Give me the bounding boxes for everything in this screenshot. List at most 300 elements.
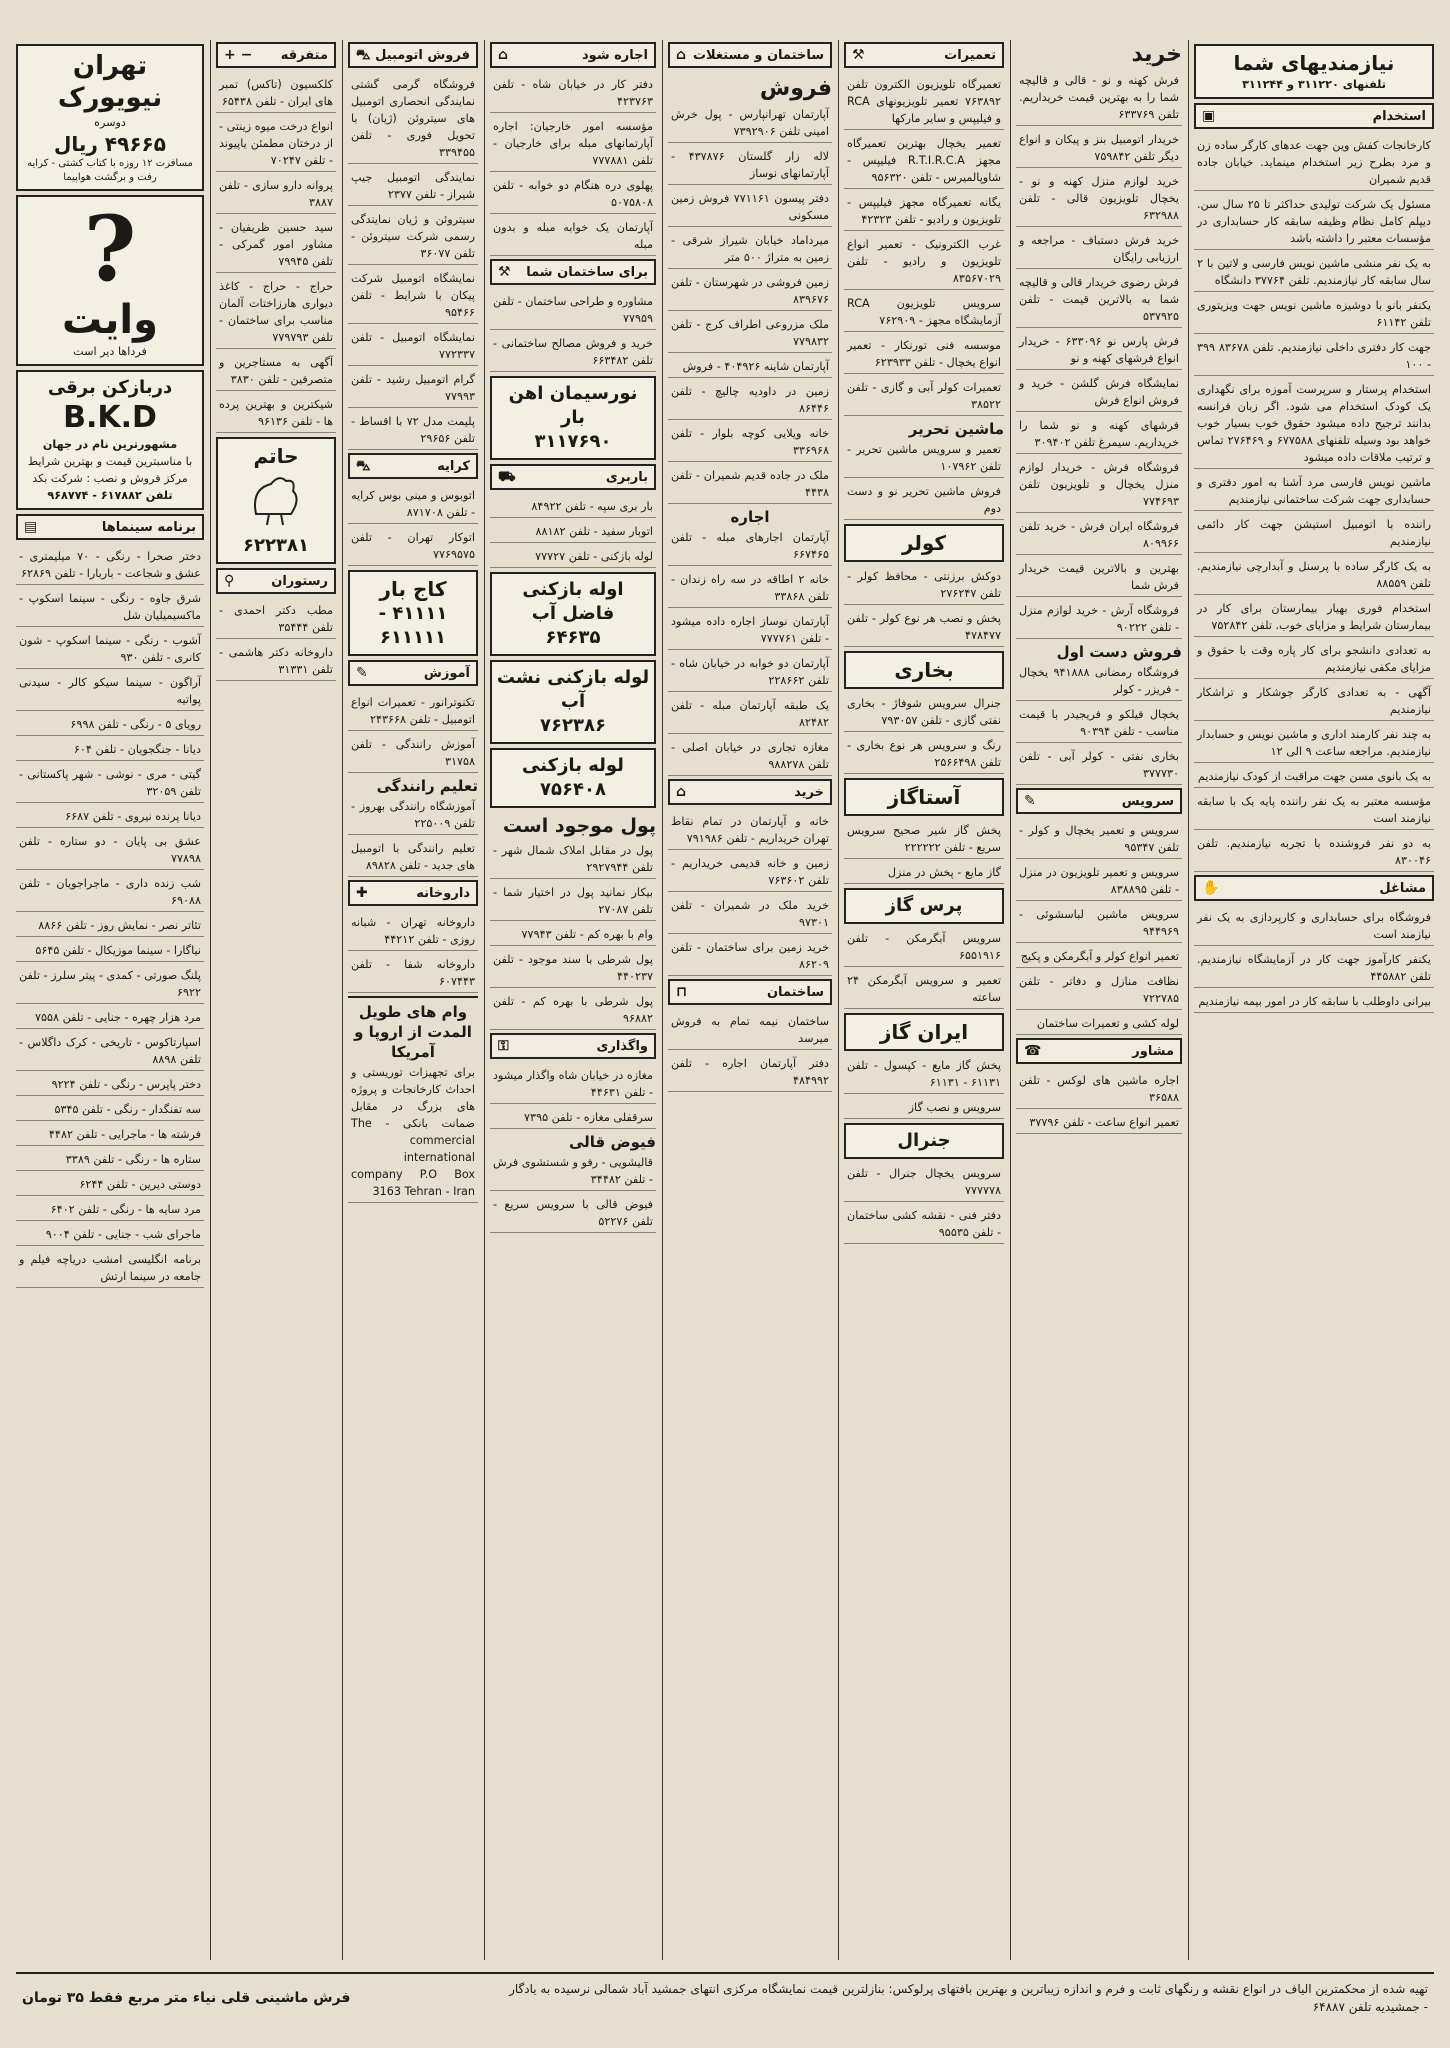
- classified-ad: یکنفر بانو با دوشیزه ماشین نویس جهت ویزیتوری تلفن ۶۱۱۴۲: [1194, 295, 1434, 334]
- classified-ad: نیاگارا - سینما موزیکال - تلفن ۵۶۴۵: [16, 940, 204, 962]
- ads-rental: [490, 74, 656, 256]
- classified-ad: حراج - حراج - کاغذ دیواری هارزاختات آلمان مناسب برای ساختمان - تلفن ۷۷۹۷۹۳: [216, 276, 336, 349]
- ads-general: [844, 1163, 1004, 1202]
- classified-ad: به یک کارگر ساده با پرسنل و آبدارچی نیازمندیم. تلفن ۸۸۵۵۹: [1194, 556, 1434, 595]
- classified-ad: یکنفر کارآموز جهت کار در آزمایشگاه نیازمندیم. تلفن ۴۴۵۸۸۲: [1194, 949, 1434, 988]
- classified-ad: به دو نفر فروشنده با تجربه نیازمندیم. تلفن ۸۳۰۰۴۶: [1194, 833, 1434, 872]
- classified-ad: گاز مایع - پخش در منزل: [844, 862, 1004, 884]
- ads-for-building: [490, 291, 656, 372]
- classified-ad: فروشگاه برای حسابداری و کارپردازی به یک نفر نیازمند است: [1194, 907, 1434, 946]
- classified-ad: ستاره ها - رنگی - تلفن ۳۳۸۹: [16, 1149, 204, 1171]
- section-header-hire: [348, 453, 478, 479]
- section-header-service: [1016, 788, 1182, 814]
- classified-ad: فرشته ها - ماجرایی - تلفن ۴۴۸۲: [16, 1124, 204, 1146]
- classified-ad: تعمیرگاه تلویزیون الکترون تلفن ۷۶۳۸۹۲ تعمیر تلویزیونهای RCA و فیلیپس و سایر مارکها: [844, 74, 1004, 130]
- classified-ad: میرداماد خیابان شیراز شرقی - زمین به متراژ ۵۰۰ متر: [668, 230, 832, 269]
- ads-jobs: [1194, 907, 1434, 1013]
- classified-ad: پخش گاز شیر صحیح سرویس سریع - تلفن ۲۲۲۲۲۲: [844, 820, 1004, 859]
- classified-ad: دفتر پیسون ۷۷۱۱۶۱ فروش زمین مسکونی: [668, 188, 832, 227]
- section-title: آموزش: [423, 665, 470, 681]
- classified-ad: فروشگاه رمضانی ۹۴۱۸۸۸ یخچال - فریزر - کولر: [1016, 662, 1182, 701]
- ad-title: نورسیمان اهن بار: [508, 383, 638, 428]
- ads-irangaz: [844, 1055, 1004, 1119]
- classified-ad: پروانه دارو سازی - تلفن ۳۸۸۷: [216, 175, 336, 214]
- ad-phone: ۷۶۲۳۸۶: [540, 715, 606, 736]
- classified-ad: تعمیر انواع کولر و آبگرمکن و پکیج: [1016, 946, 1182, 968]
- classified-ad: بیکار نمانید پول در اختیار شما - تلفن ۲۷۰۸۷: [490, 882, 656, 921]
- classified-ad: دیانا پرنده نیروی - تلفن ۶۶۸۷: [16, 806, 204, 828]
- classified-ad: ماشین نویس فارسی مرد آشنا به امور دفتری و حسابداری جهت شرکت ساختمانی نیازمندیم: [1194, 472, 1434, 511]
- classified-ad: یگانه تعمیرگاه مجهز فیلیپس - تلویزیون و رادیو - تلفن ۴۲۳۲۳: [844, 192, 1004, 231]
- classified-ad: مغازه تجاری در خیابان اصلی - تلفن ۹۸۸۲۷۸: [668, 737, 832, 776]
- ads-carpet: [490, 1152, 656, 1233]
- classified-ad: سرویس آبگرمکن - تلفن ۶۵۵۱۹۱۶: [844, 928, 1004, 967]
- ads-employment: [1194, 135, 1434, 872]
- column-8: [16, 40, 204, 1960]
- section-header-cinema: [16, 514, 204, 540]
- classified-ad: خانه و آپارتمان در تمام نقاط تهران خریداریم - تلفن ۷۹۱۹۸۶: [668, 811, 832, 850]
- column-rule: [1010, 40, 1011, 1960]
- classified-ad: سه تفنگدار - رنگی - تلفن ۵۳۴۵: [16, 1099, 204, 1121]
- ad-price: ۴۹۶۶۵ ریال: [54, 132, 166, 156]
- section-title: کرایه: [437, 458, 470, 474]
- classified-ad: بیرانی داوطلب با سابقه کار در امور بیمه نیازمندیم: [1194, 991, 1434, 1013]
- classified-ad: کارخانجات کفش وین جهت عدهای کارگر ساده زن و مرد بطرح زیر استخدام مینماید. خیابان جاده قدیم شمیران: [1194, 135, 1434, 191]
- classified-ad: به یک نفر منشی ماشین نویس فارسی و لاتین با ۲ سال سابقه کار نیازمندیم. تلفن ۳۷۷۶۴ دانشگاه: [1194, 253, 1434, 292]
- section-title: باربری: [605, 469, 648, 485]
- section-title: واگذاری: [596, 1038, 648, 1054]
- handshake-icon: ✋: [1202, 879, 1220, 896]
- ad-phone: ۶۲۲۳۸۱: [243, 535, 309, 556]
- section-header-employment: [1194, 103, 1434, 129]
- ads-repairs: [844, 74, 1004, 416]
- ad-astagaz: [844, 778, 1004, 816]
- ad-line: با مناسبترین قیمت و بهترین شرایط: [27, 455, 193, 468]
- section-title: تعمیرات: [944, 47, 996, 63]
- ads-cooler: [844, 566, 1004, 647]
- section-title-buy: خرید: [1131, 42, 1182, 67]
- classified-ad: اتوبوس و مینی بوس کرایه - تلفن ۸۷۱۷۰۸: [348, 485, 478, 524]
- classified-ad: ملک در جاده قدیم شمیران - تلفن ۴۴۳۸: [668, 465, 832, 504]
- section-header-restaurant: [216, 568, 336, 594]
- ad-presgaz: [844, 888, 1004, 924]
- film-icon: ▤: [24, 518, 38, 535]
- classified-ad: تکنوترانور - تعمیرات انواع اتومبیل - تلفن ۲۴۳۶۶۸: [348, 692, 478, 731]
- section-title: برنامه سینماها: [101, 519, 196, 535]
- section-header-consult: [1016, 1038, 1182, 1064]
- section-header-building: [668, 979, 832, 1005]
- classified-ad: سرویس یخچال جنرال - تلفن ۷۷۷۷۷۸: [844, 1163, 1004, 1202]
- classified-ad: نمایشگاه فرش گلشن - خرید و فروش انواع فرش: [1016, 373, 1182, 412]
- classified-ad: دفتر آپارتمان اجاره - تلفن ۴۸۴۹۹۲: [668, 1053, 832, 1092]
- ad-phone: ۳۱۱۷۶۹۰: [534, 431, 612, 452]
- classified-ad: سرویس و تعمیر یخچال و کولر - تلفن ۹۵۳۴۷: [1016, 820, 1182, 859]
- classified-ad: مغازه در خیابان شاه واگذار میشود - تلفن ۴۴۶۳۱: [490, 1065, 656, 1104]
- ad-title: اوله بازکنی فاضل آب: [522, 579, 624, 624]
- ad-title: ایران گاز: [879, 1020, 969, 1044]
- section-title: اجاره شود: [582, 47, 648, 63]
- ad-vayt: [16, 195, 204, 366]
- classified-ad: دختر صحرا - رنگی - ۷۰ میلیمتری - عشق و شجاعت - باربارا - تلفن ۶۲۸۶۹: [16, 546, 204, 585]
- classified-ad: سرویس ماشین لباسشوئی - ۹۴۴۹۶۹: [1016, 904, 1182, 943]
- truck-icon: ⛟: [498, 468, 516, 485]
- ad-kajbar: [348, 570, 478, 656]
- classified-ad: خانه ویلایی کوچه بلوار - تلفن ۳۳۶۹۶۸: [668, 423, 832, 462]
- classified-ad: برنامه انگلیسی امشب دریاچه فیلم و جامعه در سینما ارتش: [16, 1249, 204, 1288]
- section-header-freight: [490, 464, 656, 490]
- ad-irangaz: [844, 1013, 1004, 1051]
- classified-ad: عشق بی پایان - دو ستاره - تلفن ۷۷۸۹۸: [16, 831, 204, 870]
- classified-ad: آپارتمان اجارهای مبله - تلفن ۶۶۷۴۶۵: [668, 527, 832, 566]
- classified-ad: فروشگاه آرش - خرید لوازم منزل - تلفن ۹۰۲۲۲: [1016, 600, 1182, 639]
- classified-ad: سید حسین ظریفیان - مشاور امور گمرکی - تلفن ۷۹۹۴۵: [216, 217, 336, 273]
- footer-ad-headline: فرش ماشینی قلی نیاء متر مربع فقط ۳۵ تومان: [22, 1990, 351, 2006]
- classified-ad: اجاره ماشین های لوکس - تلفن ۳۶۵۸۸: [1016, 1070, 1182, 1109]
- classified-ad: انواع درخت میوه زینتی - از درختان مطمئن یاپیوند - تلفن ۷۰۲۴۷: [216, 116, 336, 172]
- classified-ad: نمایشگاه اتومبیل شرکت پیکان با شرایط - تلفن ۹۵۴۶۶: [348, 268, 478, 324]
- classified-ad: سرویس تلویزیون RCA آزمایشگاه مجهز - ۷۶۲۹۰۹: [844, 293, 1004, 332]
- section-title: خرید: [794, 784, 824, 800]
- plus-minus-icon: + −: [224, 46, 253, 63]
- classified-ad: شب زنده داری - ماجراجویان - تلفن ۶۹۰۸۸: [16, 873, 204, 912]
- classified-ad: یک طبقه آپارتمان مبله - تلفن ۸۲۴۸۲: [668, 695, 832, 734]
- tools-icon: ⚒: [852, 46, 865, 63]
- section-title: رستوران: [271, 573, 328, 589]
- ads-misc: [216, 74, 336, 433]
- ad-title: کاج بار: [379, 577, 447, 601]
- ads-building: [668, 1011, 832, 1092]
- section-title: مشاغل: [1379, 880, 1426, 896]
- ad-box-2: [490, 572, 656, 656]
- classifieds-masthead: [1194, 44, 1434, 99]
- ads-heater: [844, 693, 1004, 774]
- classified-ad: موسسه فنی تورنکار - تعمیر انواع یخچال - تلفن ۶۲۳۹۳۳: [844, 335, 1004, 374]
- classified-ad: زمین و خانه قدیمی خریداریم - تلفن ۷۶۳۶۰۲: [668, 853, 832, 892]
- section-title-first-hand: فروش دست اول: [1056, 643, 1182, 661]
- classified-ad: آپارتمان نوساز اجاره داده میشود - تلفن ۷۷۷۷۶۱: [668, 611, 832, 650]
- classified-ad: سرویس و نصب گاز: [844, 1097, 1004, 1119]
- ads-hire: [348, 485, 478, 566]
- classified-ad: داروخانه تهران - شبانه روزی - تلفن ۴۴۲۱۲: [348, 912, 478, 951]
- section-header-car-sale: [348, 42, 478, 68]
- classified-ad: خرید و فروش مصالح ساختمانی - تلفن ۶۶۳۴۸۲: [490, 333, 656, 372]
- classified-ad: فرش کهنه و نو - قالی و قالیچه شما را به بهترین قیمت خریداریم. تلفن ۶۳۳۷۶۹: [1016, 70, 1182, 126]
- classified-ad: جنرال سرویس شوفاژ - بخاری نفتی گازی - تلفن ۷۹۳۰۵۷: [844, 693, 1004, 732]
- masthead-title: نیازمندیهای شما: [1233, 51, 1395, 75]
- ads-service: [1016, 820, 1182, 1035]
- classified-ad: استخدام پرستار و سرپرست آموزه برای نگهداری یک کودک استخدام می شود. اگر زبان فرانسه بدانند ترجیح داده میشود حقوق خوب بسیار خوب خواهد بود وسیله تلفنهای ۶۷۷۵۸۸ و ۲۷۶۴۶۹ تماس و ترتیب ملاقات داده میشود: [1194, 379, 1434, 469]
- ads-driving: [348, 796, 478, 877]
- ad-city-1: تهران: [72, 51, 148, 81]
- classified-ad: رویای ۵ - رنگی - تلفن ۶۹۹۸: [16, 714, 204, 736]
- classified-ad: تعلیم رانندگی با اتومبیل های جدید - تلفن ۸۹۸۲۸: [348, 838, 478, 877]
- classified-ad: مرد سایه ها - رنگی - تلفن ۶۴۰۲: [16, 1199, 204, 1221]
- column-2: [1016, 40, 1182, 1960]
- classified-ad: آپارتمان یک خوابه مبله و بدون مبله: [490, 217, 656, 256]
- classified-ad: آگهی - به تعدادی کارگر جوشکار و تراشکار نیازمندیم: [1194, 682, 1434, 721]
- classified-ad: یخچال فیلکو و فریجیدر با قیمت مناسب - تلفن ۹۰۳۹۴: [1016, 704, 1182, 743]
- classified-ad: فروشگاه فرش - خریدار لوازم منزل یخچال و تلویزیون تلفن ۷۷۴۶۹۳: [1016, 457, 1182, 513]
- ads-restaurant: [216, 600, 336, 681]
- column-1: [1194, 40, 1434, 1960]
- ad-general: [844, 1123, 1004, 1159]
- ads-consult: [1016, 1070, 1182, 1134]
- ads-typewriter: [844, 439, 1004, 520]
- newspaper-page: [16, 40, 1434, 2015]
- classified-ad: پخش و نصب هر نوع کولر - تلفن ۴۷۸۴۷۷: [844, 608, 1004, 647]
- classified-ad: آموزش رانندگی - تلفن ۳۱۷۵۸: [348, 734, 478, 773]
- classified-ad: پول شرطی با بهره کم - تلفن ۹۶۸۸۲: [490, 991, 656, 1030]
- section-title-carpet: فیوض قالی: [568, 1133, 656, 1151]
- column-6: [348, 40, 478, 1960]
- section-header-rental: [490, 42, 656, 68]
- classified-ad: فرش رضوی خریدار قالی و قالیچه شما به بالاترین قیمت - تلفن ۵۳۷۹۲۵: [1016, 272, 1182, 328]
- ad-brand: B.K.D: [63, 400, 157, 435]
- classified-ad: فرشهای کهنه و نو شما را خریداریم. سیمرغ تلفن ۳۰۹۴۰۲: [1016, 415, 1182, 454]
- classified-ad: فرش پارس نو ۶۳۳۰۹۶ - خریدار انواع فرشهای کهنه و نو: [1016, 331, 1182, 370]
- classified-ad: پهلوی دره هنگام دو خوابه - تلفن ۵۰۷۵۸۰۸: [490, 175, 656, 214]
- classified-ad: گرام اتومبیل رشید - تلفن ۷۷۹۹۳: [348, 369, 478, 408]
- ads-car-sale: [348, 74, 478, 450]
- column-rule: [484, 40, 485, 1960]
- column-4: [668, 40, 832, 1960]
- book-icon: ✎: [356, 664, 368, 681]
- classified-ad: دفتر فنی - نقشه کشی ساختمان - تلفن ۹۵۵۳۵: [844, 1205, 1004, 1244]
- column-rule: [1188, 40, 1189, 1960]
- classified-ad: خرید زمین برای ساختمان - تلفن ۸۶۲۰۹: [668, 937, 832, 976]
- column-rule: [662, 40, 663, 1960]
- classified-ad: داروخانه شفا - تلفن ۶۰۷۴۴۳: [348, 954, 478, 993]
- ads-money: [490, 840, 656, 1030]
- ad-title: دربازکن برقی: [47, 377, 173, 398]
- classified-ad: پلنگ صورتی - کمدی - پیتر سلرز - تلفن ۶۹۲۲: [16, 965, 204, 1004]
- classified-ad: مسئول یک شرکت تولیدی حداکثر تا ۲۵ سال سن. دیپلم کامل نظام وظیفه سابقه کار حسابداری در مؤسسات معتبر را داشته باشد: [1194, 194, 1434, 250]
- ad-title: کولر: [901, 531, 947, 555]
- section-header-for-building: [490, 259, 656, 285]
- classified-ad: مؤسسه معتبر به یک نفر راننده پایه یک با سابقه نیازمند است: [1194, 791, 1434, 830]
- classified-ad: لوله کشی و تعمیرات ساختمان: [1016, 1013, 1182, 1035]
- ads-freight: [490, 496, 656, 568]
- footer-ad: [16, 1972, 1434, 2022]
- classified-ad: تعمیر و سرویس آبگرمکن ۲۴ ساعته: [844, 970, 1004, 1009]
- ads-transfer: [490, 1065, 656, 1129]
- classified-ad: گیتی - مری - نوشی - شهر پاکستانی - تلفن ۳۲۰۵۹: [16, 764, 204, 803]
- ads-education: [348, 692, 478, 773]
- classified-ad: خرید لوازم منزل کهنه و نو - یخچال تلویزیون قالی - تلفن ۶۳۲۹۸۸: [1016, 171, 1182, 227]
- footer-ad-details: تهیه شده از محکمترین الیاف در انواع نقشه و رنگهای ثابت و فرم و اندازه زیباترین و بهترین بافتهای پرلوکس: بنازلترین قیمت نمایشگاه مرکزی انتهای جمشید آباد شمالی نرسیده به یادگار - جمشیدیه تلفن ۶۴۸۸۷: [509, 1982, 1428, 2014]
- classified-ad: رنگ و سرویس هر نوع بخاری - تلفن ۲۵۶۶۴۹۸: [844, 735, 1004, 774]
- ad-title: جنرال: [897, 1130, 951, 1151]
- classified-ad: مرد هزار چهره - جنایی - تلفن ۷۵۵۸: [16, 1007, 204, 1029]
- classified-ad: آپارتمان دو خوابه در خیابان شاه - تلفن ۲۲۸۶۶۲: [668, 653, 832, 692]
- ad-phone: ۴۱۱۱۱ - ۶۱۱۱۱۱: [378, 603, 448, 648]
- classified-ad: ساختمان نیمه تمام به فروش میرسد: [668, 1011, 832, 1050]
- column-rule: [342, 40, 343, 1960]
- section-header-pharmacy: [348, 880, 478, 906]
- cinema-listings: [16, 546, 204, 1288]
- ad-heater: [844, 651, 1004, 689]
- classified-ad: استخدام فوری بهیار بیمارستان برای کار در بیمارستان شرایط و مزایای خوب. تلفن ۷۵۲۸۴۲: [1194, 598, 1434, 637]
- section-header-realestate: [668, 42, 832, 68]
- classified-ad: نمایندگی اتومبیل جیپ شیراز - تلفن ۲۳۷۷: [348, 167, 478, 206]
- section-header-repairs: [844, 42, 1004, 68]
- classified-ad: آراگون - سینما سیکو کالر - سیدنی پواتیه: [16, 672, 204, 711]
- classified-ad: بار بری سپه - تلفن ۸۴۹۲۲: [490, 496, 656, 518]
- ad-bkd: [16, 370, 204, 510]
- ads-rent: [668, 527, 832, 776]
- classified-ad: آشوب - رنگی - سینما اسکوپ - شون کانری - تلفن ۹۳۰: [16, 630, 204, 669]
- ad-title: لوله بازکنی نشت آب: [496, 667, 650, 712]
- classified-ad: برای تجهیزات توریستی و احداث کارخانجات و پروژه های بزرگ در مقابل ضمانت بانکی - The commercial international company P.O Box 3163 Tehran - Iran: [348, 1062, 478, 1203]
- section-header-purchase: [668, 779, 832, 805]
- section-title-sale: فروش: [759, 76, 832, 101]
- section-header-misc: [216, 42, 336, 68]
- ad-subtitle: فرداها دیر است: [73, 345, 147, 358]
- ad-panam: [16, 44, 204, 191]
- classified-ad: تعمیر یخچال بهترین تعمیرگاه مجهز R.T.I.R.C.A فیلیپس - شاوپالمیرس - تلفن ۹۵۶۳۲۰: [844, 133, 1004, 189]
- ad-hatam: [216, 437, 336, 564]
- section-header-transfer: [490, 1033, 656, 1059]
- classified-ad: خانه ۲ اطاقه در سه راه زندان - تلفن ۳۳۸۶۸: [668, 569, 832, 608]
- classified-ad: پول در مقابل املاک شمال شهر - تلفن ۲۹۲۷۹۴۴: [490, 840, 656, 879]
- classified-ad: به چند نفر کارمند اداری و ماشین نویس و حسابدار نیازمندیم. مراجعه ساعت ۹ الی ۱۲: [1194, 724, 1434, 763]
- classified-ad: زمین فروشی در شهرستان - تلفن ۸۳۹۶۷۶: [668, 272, 832, 311]
- classified-ad: دیانا - جنگجویان - تلفن ۶۰۴: [16, 739, 204, 761]
- classified-ad: جهت کار دفتری داخلی نیازمندیم. تلفن ۸۳۶۷۸ ۳۹۹ - ۱۰۰: [1194, 337, 1434, 376]
- section-header-education: [348, 660, 478, 686]
- ad-box-1: [490, 376, 656, 460]
- ads-sale: [668, 104, 832, 504]
- ad-note: مسافرت ۱۲ روزه با کتاب کشتی - کرایه رفت و برگشت هواپیما: [27, 158, 193, 183]
- classified-ad: آپارتمان تهرانپارس - پول خرش امینی تلفن ۷۳۹۲۹۰۶: [668, 104, 832, 143]
- building-icon: ⌂: [676, 46, 687, 63]
- classified-ad: ملک مزروعی اطراف کرج - تلفن ۷۷۹۸۳۲: [668, 314, 832, 353]
- classified-ad: بخاری نفتی - کولر آبی - تلفن ۳۷۷۷۳۰: [1016, 746, 1182, 785]
- classified-ad: غرب الکترونیک - تعمیر انواع تلویزیون و رادیو - تلفن ۸۳۵۶۷۰۲۹: [844, 234, 1004, 290]
- wrench-icon: ✎: [1024, 792, 1036, 809]
- classified-ad: داروخانه دکتر هاشمی - تلفن ۳۱۳۳۱: [216, 642, 336, 681]
- section-title: داروخانه: [416, 885, 470, 901]
- ads-misc: [844, 1205, 1004, 1244]
- classified-ad: زمین در داودیه چالیچ - تلفن ۸۶۴۴۶: [668, 381, 832, 420]
- ad-title: آستاگاز: [887, 785, 961, 809]
- section-header-jobs: [1194, 875, 1434, 901]
- ad-subtitle: دوسره: [94, 116, 126, 129]
- classified-ad: فروشگاه ایران فرش - خرید تلفن ۸۰۹۹۶۶: [1016, 516, 1182, 555]
- section-title-typewriter: ماشین تحریر: [908, 420, 1004, 438]
- phone-icon: ☎: [1024, 1042, 1042, 1059]
- column-rule: [210, 40, 211, 1960]
- classified-ad: دختر پاپرس - رنگی - تلفن ۹۲۲۴: [16, 1074, 204, 1096]
- classified-ad: فروش ماشین تحریر نو و دست دوم: [844, 481, 1004, 520]
- classified-ad: وام با بهره کم - تلفن ۷۷۹۴۳: [490, 924, 656, 946]
- classified-ad: تعمیر انواع ساعت - تلفن ۳۷۷۹۶: [1016, 1112, 1182, 1134]
- classified-ad: اتوبار سفید - تلفن ۸۸۱۸۲: [490, 521, 656, 543]
- column-rule: [838, 40, 839, 1960]
- section-title: برای ساختمان شما: [526, 264, 648, 280]
- ad-title: حاتم: [253, 444, 299, 468]
- ads-presgaz: [844, 928, 1004, 1009]
- ad-title: پرس گاز: [885, 895, 963, 916]
- classified-ad: به یک بانوی مسن جهت مراقبت از کودک نیازمندیم: [1194, 766, 1434, 788]
- classified-ad: تعمیرات کولر آبی و گازی - تلفن ۳۸۵۲۲: [844, 377, 1004, 416]
- classified-ad: لاله زار گلستان ۴۳۷۸۷۶ - آپارتمانهای نوساز: [668, 146, 832, 185]
- classified-ad: فیوض قالی با سرویس سریع - تلفن ۵۲۲۷۶: [490, 1194, 656, 1233]
- classified-ad: پلیمت مدل ۷۲ با اقساط - تلفن ۲۹۶۵۶: [348, 411, 478, 450]
- key-icon: ⚿: [498, 1037, 509, 1054]
- ad-box-3: [490, 660, 656, 744]
- classified-ad: آپارتمان شاینه ۴۰۴۹۲۶ - فروش: [668, 356, 832, 378]
- ad-line: مرکز فروش و نصب : شرکت بکد: [32, 472, 188, 485]
- classified-ad: راننده با اتومبیل استیشن جهت کار دائمی نیازمندیم: [1194, 514, 1434, 553]
- classified-ad: کلکسیون (تاکس) تمبر های ایران - تلفن ۶۵۴۳۸: [216, 74, 336, 113]
- classified-ad: آموزشگاه رانندگی بهروز - تلفن ۲۲۵۰۰۹: [348, 796, 478, 835]
- ad-phone: ۶۴۶۳۵: [545, 627, 601, 648]
- classified-ad: اتوکار تهران - تلفن ۷۷۶۹۵۷۵: [348, 527, 478, 566]
- classified-ad: ماجرای شب - جنایی - تلفن ۹۰۰۴: [16, 1224, 204, 1246]
- classified-ad: دفتر کار در خیابان شاه - تلفن ۴۲۳۷۶۳: [490, 74, 656, 113]
- classified-ad: تئاتر نصر - نمایش روز - تلفن ۸۸۶۶: [16, 915, 204, 937]
- section-title: استخدام: [1372, 108, 1426, 124]
- column-5: [490, 40, 656, 1960]
- ads-first-hand: [1016, 662, 1182, 785]
- ad-box-4: [490, 748, 656, 808]
- ad-title: بخاری: [894, 658, 954, 682]
- ad-city-2: نیویورک: [57, 83, 163, 113]
- hammer-icon: ⚒: [498, 263, 511, 280]
- classified-ad: لوله بازکنی - تلفن ۷۷۷۲۷: [490, 546, 656, 568]
- classified-ad: تعمیر و سرویس ماشین تحریر - تلفن ۱۰۷۹۶۲: [844, 439, 1004, 478]
- ad-phone: ۷۵۶۴۰۸: [540, 779, 606, 800]
- section-title: ساختمان: [766, 984, 824, 1000]
- ad-title: وایت: [62, 297, 158, 343]
- question-mark-icon: ?: [83, 196, 137, 302]
- ad-phone: تلفن ۶۱۷۸۸۲ - ۹۶۸۷۷۴: [47, 489, 173, 502]
- loans-title: وام های طویل المدت از اروپا و آمریکا: [348, 996, 478, 1062]
- classified-ad: خریدار اتومبیل بنز و پیکان و انواع دیگر تلفن ۷۵۹۸۴۲: [1016, 129, 1182, 168]
- section-title-money: پول موجود است: [502, 815, 656, 837]
- classified-ad: مشاوره و طراحی ساختمان - تلفن ۷۷۹۵۹: [490, 291, 656, 330]
- column-3: [844, 40, 1004, 1960]
- classified-ad: آگهی به مستاجرین و متصرفین - تلفن ۳۸۳۰: [216, 352, 336, 391]
- house-icon: ⌂: [498, 46, 509, 63]
- pill-icon: ✚: [356, 884, 368, 901]
- classified-ad: دوستی دیرین - تلفن ۶۲۴۴: [16, 1174, 204, 1196]
- classified-ad: خرید فرش دستباف - مراجعه و ارزیابی رایگان: [1016, 230, 1182, 269]
- rooster-icon: [241, 469, 311, 529]
- classified-ad: به تعدادی دانشجو برای کار پاره وقت با حقوق و مزایای مکفی نیازمندیم: [1194, 640, 1434, 679]
- ad-line: مشهورترین نام در جهان: [42, 438, 178, 451]
- ad-title: لوله بازکنی: [522, 755, 624, 776]
- section-title: مشاور: [1132, 1043, 1174, 1059]
- house-icon: ⌂: [676, 783, 687, 800]
- car-icon: ⛍: [356, 46, 371, 63]
- ad-cooler: [844, 524, 1004, 562]
- classified-ad: پخش گاز مایع - کپسول - تلفن ۶۱۱۳۱ - ۶۱۱۳۱: [844, 1055, 1004, 1094]
- ads-loans: [348, 1062, 478, 1203]
- classified-ad: مؤسسه امور خارجیان: اجاره آپارتمانهای مبله برای خارجیان - تلفن ۷۷۷۸۸۱: [490, 116, 656, 172]
- classified-ad: فروشگاه گرمی گشتی نمایندگی انحصاری اتومبیل های سیتروئن (ژیان) با تحویل فوری - تلفن ۳۳۹۴۵۵: [348, 74, 478, 164]
- classified-ad: سیتروئن و ژیان نمایندگی رسمی شرکت سیتروئن - تلفن ۳۶۰۷۷: [348, 209, 478, 265]
- ads-astagaz: [844, 820, 1004, 884]
- section-title-rent: اجاره: [730, 508, 770, 526]
- ads-buy: [1016, 70, 1182, 639]
- classified-ad: شرق جاوه - رنگی - سینما اسکوپ - ماکسیمیلیان شل: [16, 588, 204, 627]
- masthead-phones: تلفنهای ۳۱۱۲۲۰ و ۳۱۱۲۴۴: [1242, 78, 1386, 91]
- classified-ad: اسپارتاکوس - تاریخی - کرک داگلاس - تلفن ۸۸۹۸: [16, 1032, 204, 1071]
- classified-ad: نظافت منازل و دفاتر - تلفن ۷۲۲۷۸۵: [1016, 971, 1182, 1010]
- fork-icon: ⚲: [224, 572, 235, 589]
